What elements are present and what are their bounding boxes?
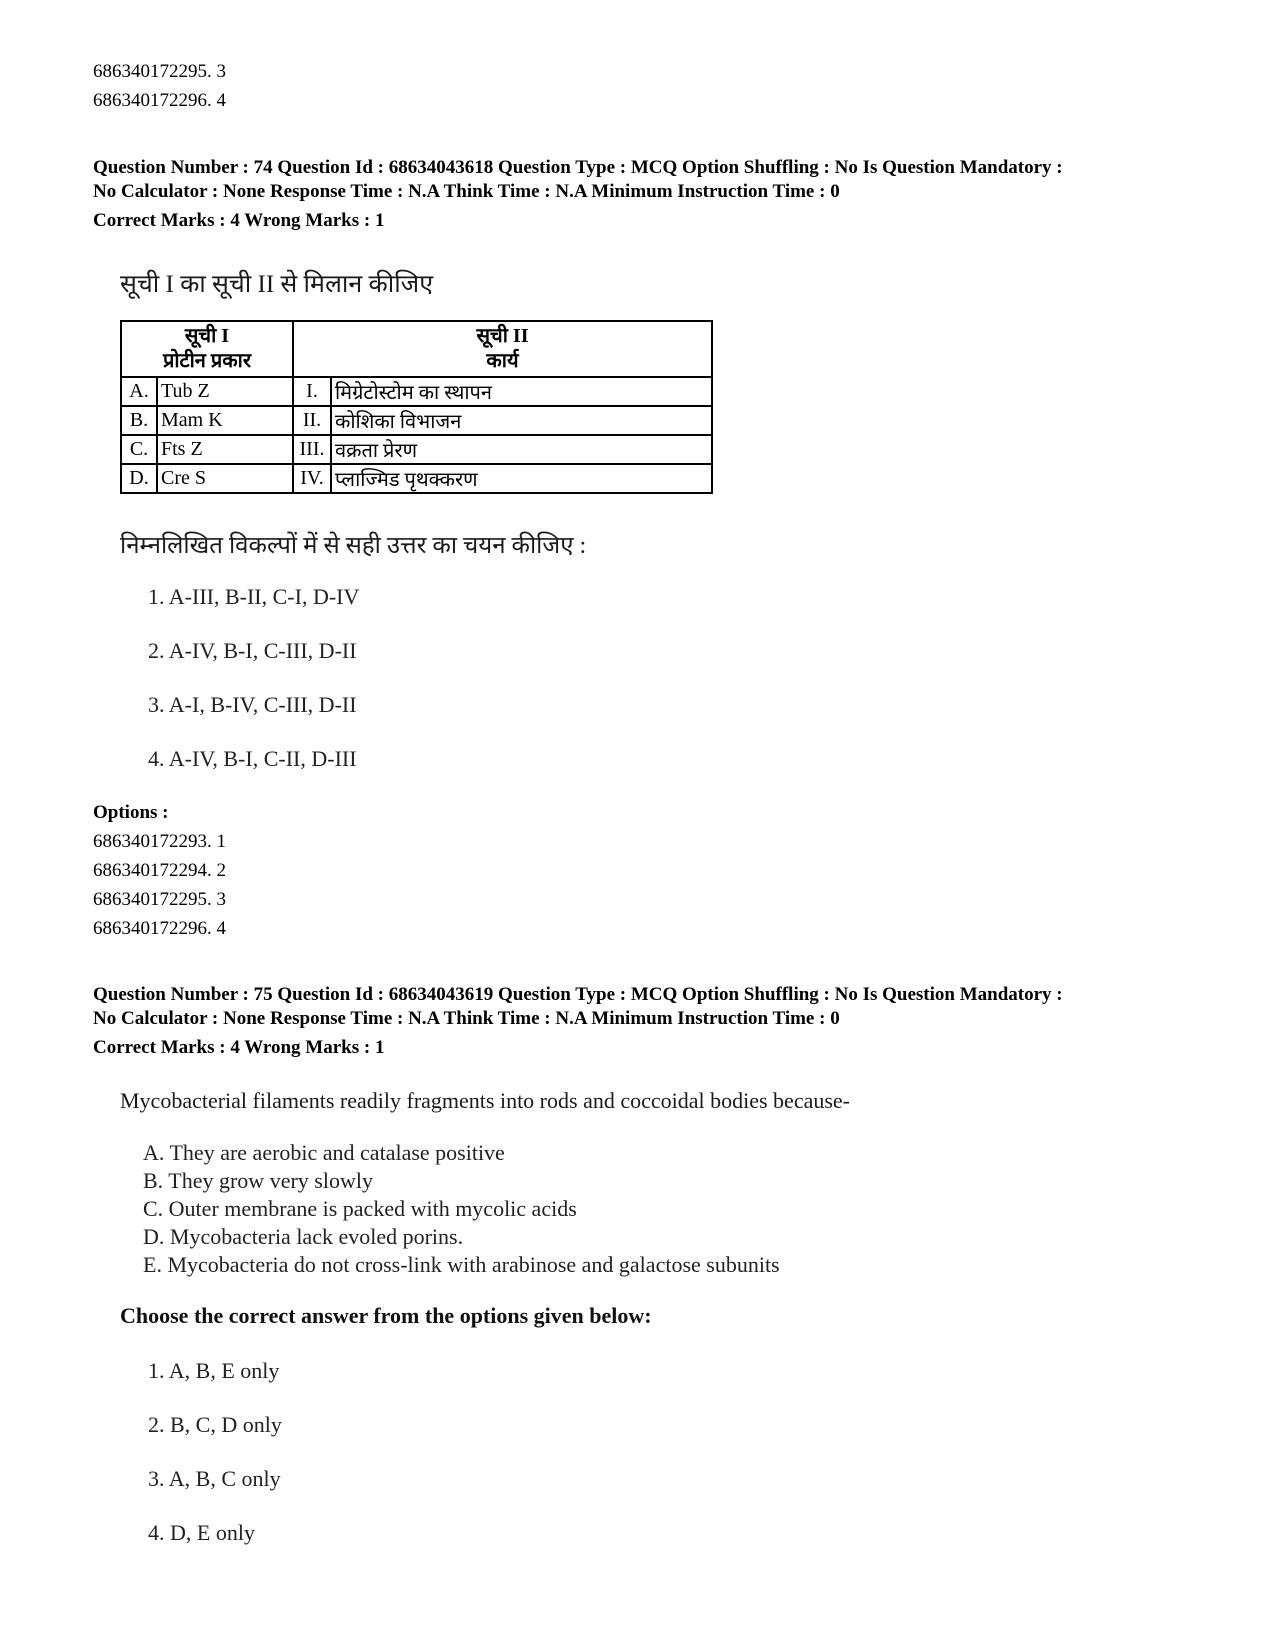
row-key-iii: III. (293, 435, 331, 464)
q74-option-4: 686340172296. 4 (93, 918, 226, 939)
row-key-b: B. (121, 406, 157, 435)
top-option-3: 686340172295. 3 (93, 61, 226, 82)
row-value-iv: प्लाज्मिड पृथक्करण (331, 464, 712, 493)
q74-choice-2: 2. A-IV, B-I, C-III, D-II (148, 638, 357, 663)
q74-option-3: 686340172295. 3 (93, 889, 226, 910)
table-row (121, 435, 712, 464)
q75-meta-line2: No Calculator : None Response Time : N.A Think Time : N.A Minimum Instruction Time : 0 (93, 1008, 840, 1029)
q74-instruction: सूची I का सूची II से मिलान कीजिए (120, 271, 434, 298)
q74-choice-1: 1. A-III, B-II, C-I, D-IV (148, 584, 360, 609)
q74-meta-line2: No Calculator : None Response Time : N.A Think Time : N.A Minimum Instruction Time : 0 (93, 181, 840, 202)
table-row (121, 464, 712, 493)
row-value-c: Fts Z (157, 435, 293, 464)
q75-statement-b: B. They grow very slowly (143, 1168, 373, 1193)
row-value-d: Cre S (157, 464, 293, 493)
q74-match-table (120, 320, 713, 494)
row-key-ii: II. (293, 406, 331, 435)
row-value-ii: कोशिका विभाजन (331, 406, 712, 435)
list-1-header: सूची I प्रोटीन प्रकार (121, 321, 293, 377)
q75-stem: Mycobacterial filaments readily fragments into rods and coccoidal bodies because- (120, 1088, 851, 1113)
q75-choice-1: 1. A, B, E only (148, 1358, 280, 1383)
row-key-d: D. (121, 464, 157, 493)
row-key-iv: IV. (293, 464, 331, 493)
q75-choose-instruction: Choose the correct answer from the options given below: (120, 1303, 652, 1328)
table-row (121, 406, 712, 435)
q75-statement-c: C. Outer membrane is packed with mycolic acids (143, 1196, 577, 1221)
q74-choice-4: 4. A-IV, B-I, C-II, D-III (148, 746, 357, 771)
q74-option-1: 686340172293. 1 (93, 831, 226, 852)
row-key-c: C. (121, 435, 157, 464)
q74-meta-line1: Question Number : 74 Question Id : 68634043618 Question Type : MCQ Option Shuffling : No Is Question Mandatory : (93, 157, 1063, 178)
q74-option-2: 686340172294. 2 (93, 860, 226, 881)
q75-statement-d: D. Mycobacteria lack evoled porins. (143, 1224, 464, 1249)
q75-marks: Correct Marks : 4 Wrong Marks : 1 (93, 1037, 385, 1058)
row-value-i: मिग्रेटोस्टोम का स्थापन (331, 377, 712, 406)
row-value-b: Mam K (157, 406, 293, 435)
row-value-iii: वक्रता प्रेरण (331, 435, 712, 464)
q75-statement-a: A. They are aerobic and catalase positive (143, 1140, 505, 1165)
q75-statement-e: E. Mycobacteria do not cross-link with arabinose and galactose subunits (143, 1252, 780, 1277)
q75-choice-3: 3. A, B, C only (148, 1466, 281, 1491)
top-option-4: 686340172296. 4 (93, 90, 226, 111)
q75-meta-line1: Question Number : 75 Question Id : 68634043619 Question Type : MCQ Option Shuffling : No Is Question Mandatory : (93, 984, 1063, 1005)
table-header-row (121, 321, 712, 377)
list-2-header: सूची II कार्य (293, 321, 712, 377)
q75-choice-4: 4. D, E only (148, 1520, 255, 1545)
q74-choice-3: 3. A-I, B-IV, C-III, D-II (148, 692, 357, 717)
row-key-a: A. (121, 377, 157, 406)
row-key-i: I. (293, 377, 331, 406)
table-row (121, 377, 712, 406)
q75-choice-2: 2. B, C, D only (148, 1412, 282, 1437)
q74-options-label: Options : (93, 802, 169, 823)
row-value-a: Tub Z (157, 377, 293, 406)
q74-choose-instruction: निम्नलिखित विकल्पों में से सही उत्तर का चयन कीजिए : (120, 533, 587, 559)
q74-marks: Correct Marks : 4 Wrong Marks : 1 (93, 210, 385, 231)
